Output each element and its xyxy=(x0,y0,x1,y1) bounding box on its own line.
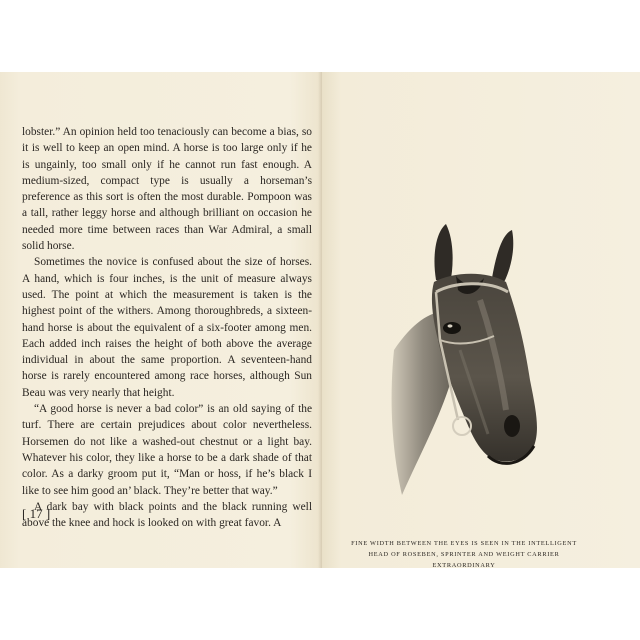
page-number: [ 17 ] xyxy=(22,506,51,521)
paragraph-1: lobster.” An opinion held too tenaciously can become a bias, so it is well to keep an open mind. A horse is too large only if he is ungainly, too small only if he cannot run fast enough. A medium-sized, compact type is usually a horseman’s preference as this sort is often the most durable. Pompoon was a tall, rather leggy horse and although brilliant on occasion he needed more time between races than War Admiral, a small solid horse. xyxy=(22,126,312,253)
book-spread xyxy=(0,72,640,568)
paragraph-2: Sometimes the novice is confused about the size of horses. A hand, which is four inches, is the unit of measure always used. The point at which the measurement is taken is the highest point of the withers. Among thoroughbreds, a sixteen-hand horse is about the equivalent of a six-footer among men. Each added inch raises the height of both above the average individual in about the same proportion. A seventeen-hand horse is rarely encountered among race horses, although Sun Beau was very nearly that height. xyxy=(22,256,312,399)
body-text xyxy=(22,124,312,531)
left-page xyxy=(0,72,322,568)
paragraph-3: “A good horse is never a bad color” is an old saying of the turf. There are certain prejudices about color nevertheless. Horsemen do not like a washed-out chestnut or a light bay. Whatever his color, they like a horse to be a dark shade of that color. As a darky groom put it, “Man or hoss, if he’s black I like to see him good an’ black. They’re better that way.” xyxy=(22,403,312,497)
horse-head-illustration xyxy=(384,220,544,502)
illustration-caption: FINE WIDTH BETWEEN THE EYES IS SEEN IN THE INTELLIGENT HEAD OF ROSEBEN, SPRINTER AND WEIGHT CARRIER EXTRAORDINARY xyxy=(351,540,577,569)
paragraph-4: A dark bay with black points and the black running well above the knee and hock is looked on with great favor. A xyxy=(22,500,312,530)
